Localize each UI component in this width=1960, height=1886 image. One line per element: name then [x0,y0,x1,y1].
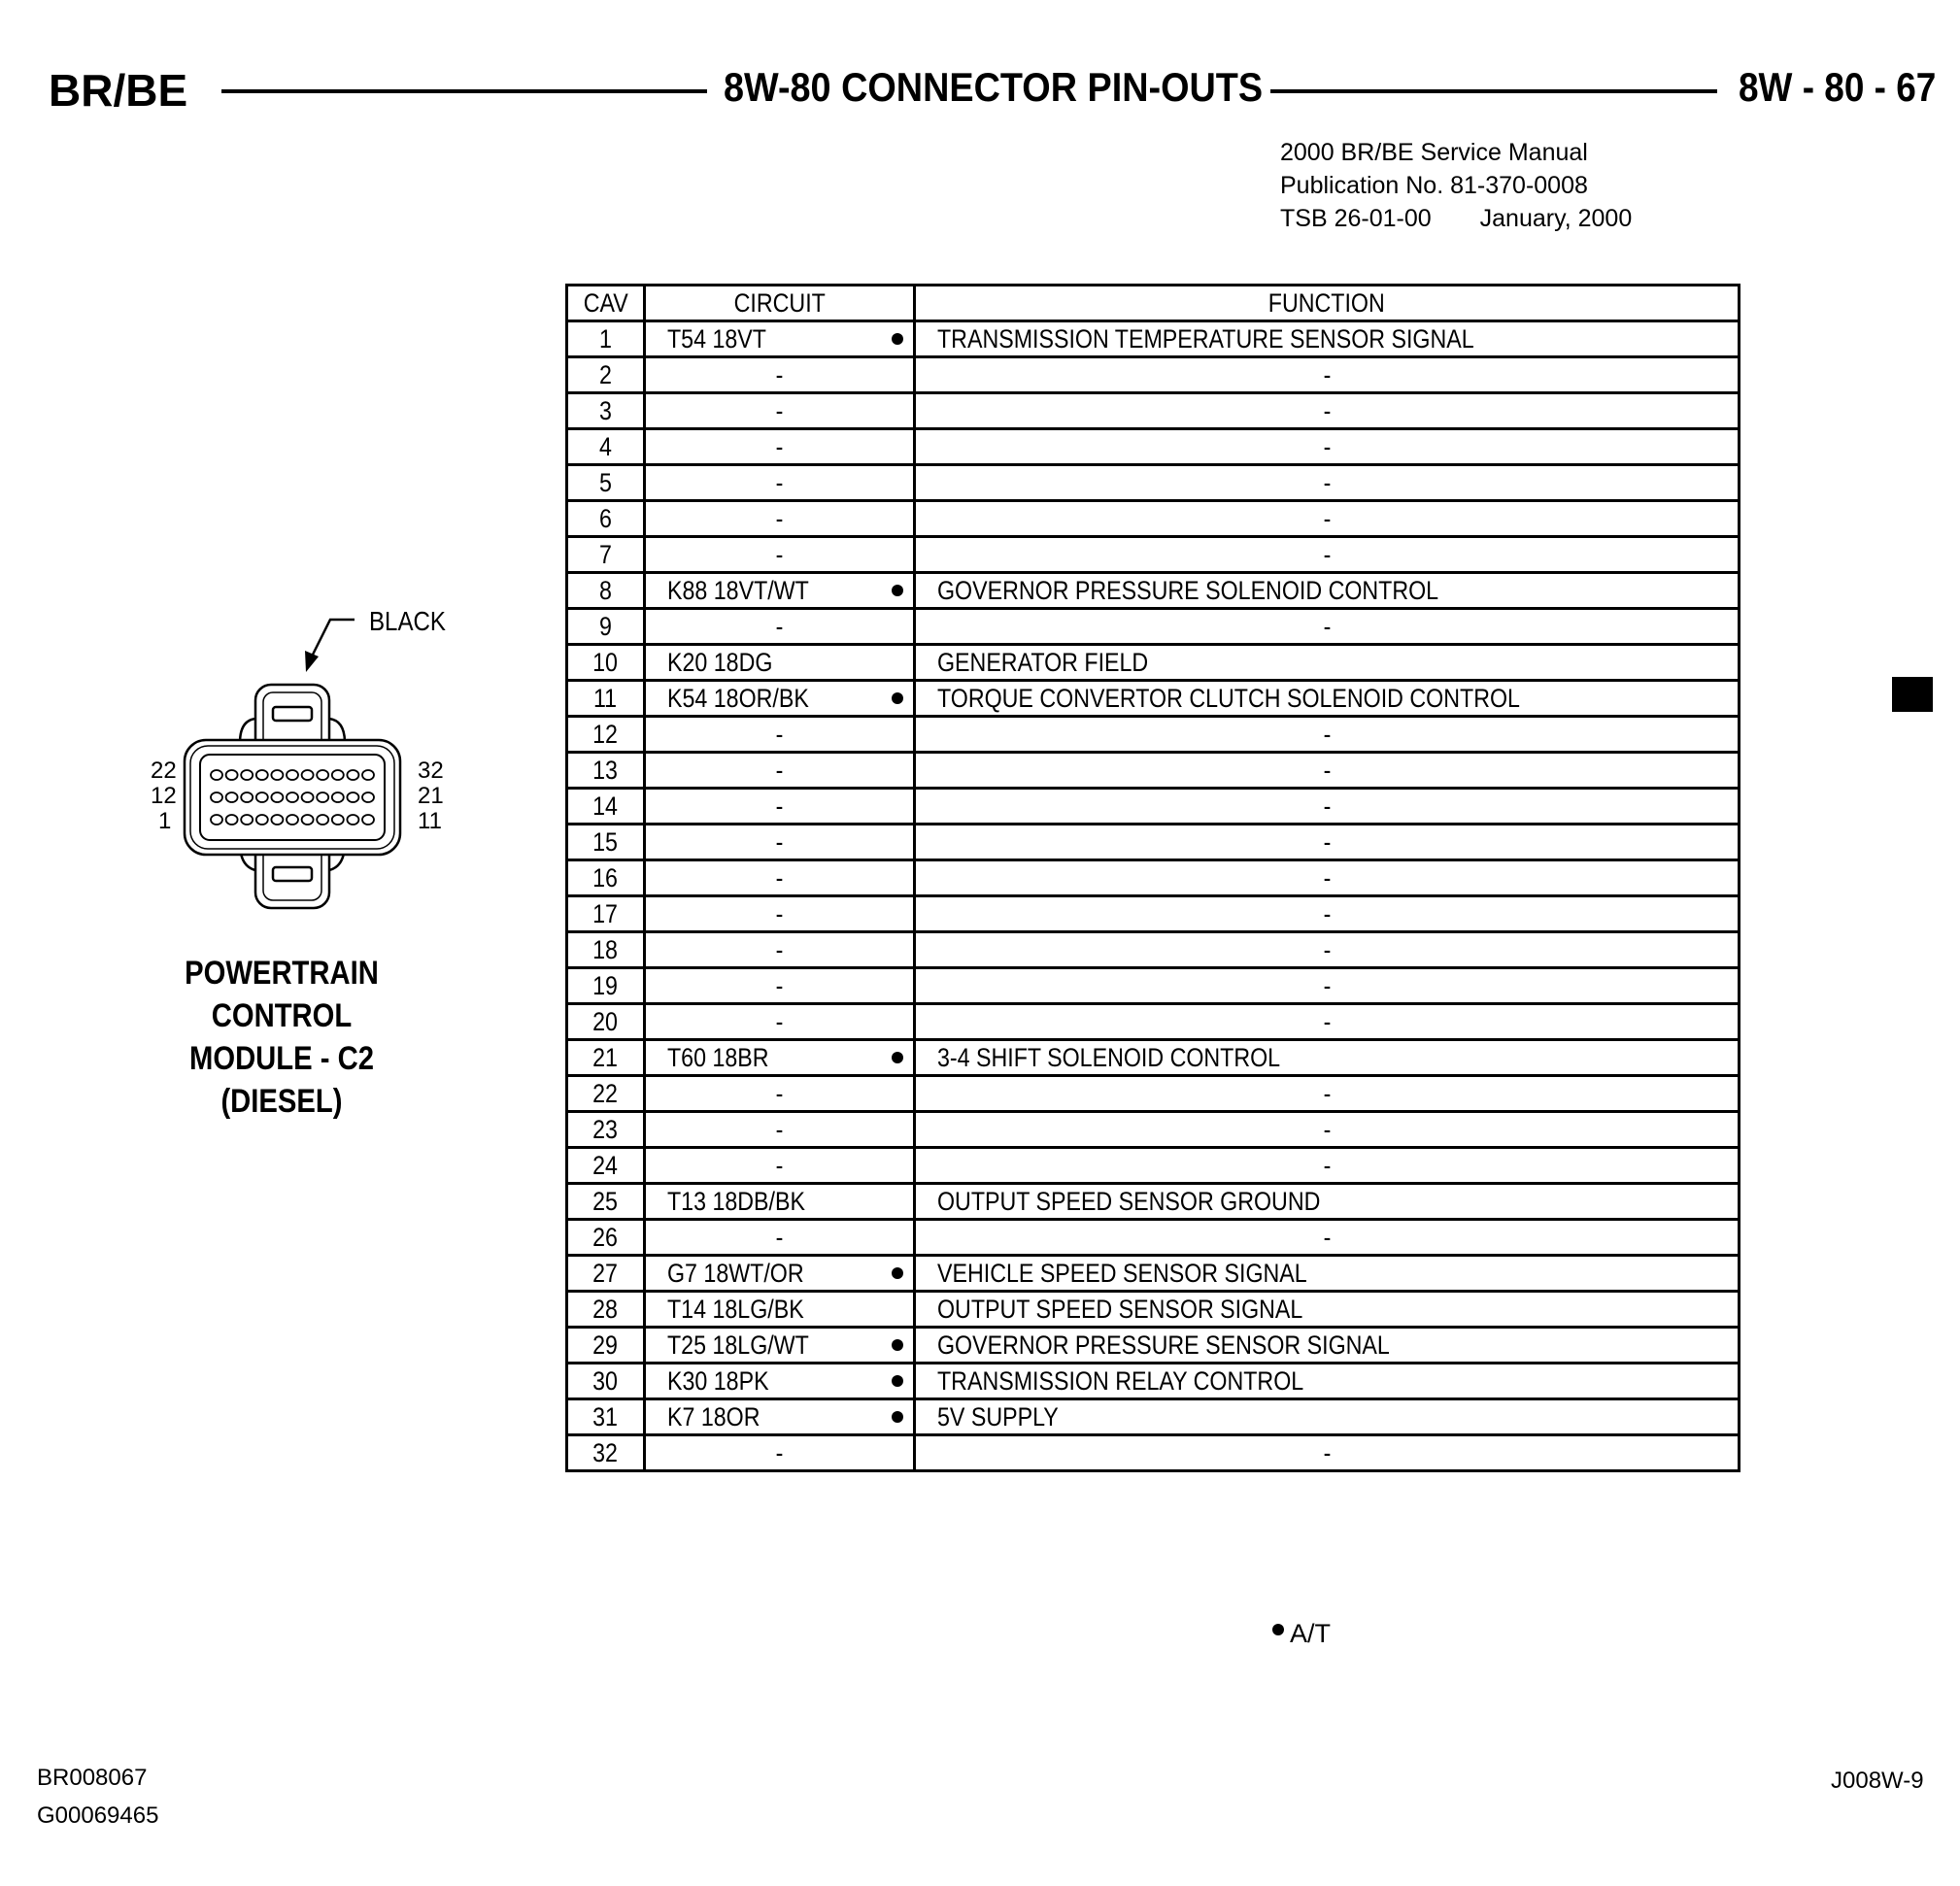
cell-function: - [915,932,1740,968]
cell-circuit: - [645,753,915,789]
table-row [567,1112,1740,1148]
connector-body [185,740,400,855]
table-row [567,1220,1740,1256]
cell-circuit: - [645,609,915,645]
cell-circuit: - [645,393,915,429]
header-function: FUNCTION [915,286,1740,321]
cell-function: - [915,1004,1740,1040]
table-row [567,1256,1740,1292]
cell-cav: 9 [567,609,645,645]
cell-cav: 27 [567,1256,645,1292]
cell-function: - [915,393,1740,429]
at-bullet-icon [892,333,903,345]
at-bullet-icon [892,1375,903,1387]
at-bullet-icon [892,1339,903,1351]
pin-label-21: 21 [418,783,444,809]
footer-code-2: G00069465 [37,1802,159,1829]
cell-function: TRANSMISSION TEMPERATURE SENSOR SIGNAL [915,321,1740,357]
table-row [567,825,1740,860]
cell-circuit: - [645,1148,915,1184]
cell-function: 3-4 SHIFT SOLENOID CONTROL [915,1040,1740,1076]
cell-circuit: T14 18LG/BK [645,1292,915,1328]
legend [1272,1619,1331,1649]
cell-function: - [915,825,1740,860]
connector-title-line-1: POWERTRAIN CONTROL [185,955,379,1034]
pinout-table [565,284,1740,1472]
footer-ref: J008W-9 [1831,1768,1924,1794]
table-row [567,681,1740,717]
cell-function: - [915,357,1740,393]
table-row [567,896,1740,932]
page-title: 8W-80 CONNECTOR PIN-OUTS [724,64,1264,110]
legend-label: A/T [1290,1619,1332,1648]
pin-label-1: 1 [158,808,172,834]
cell-function: GOVERNOR PRESSURE SOLENOID CONTROL [915,573,1740,609]
section-tab-marker [1892,677,1933,712]
table-row [567,573,1740,609]
cell-cav: 28 [567,1292,645,1328]
table-row [567,1399,1740,1435]
header-cav: CAV [567,286,645,321]
pin-label-32: 32 [418,758,444,784]
table-header-row [567,286,1740,321]
table-body [567,321,1740,1471]
table-row [567,393,1740,429]
cell-cav: 25 [567,1184,645,1220]
tsb-number: TSB 26-01-00 [1280,205,1432,232]
cell-function: - [915,1220,1740,1256]
tsb-line [1280,202,1632,235]
connector-title [87,952,476,1123]
table-row [567,860,1740,896]
table-row [567,1435,1740,1471]
cell-function: - [915,501,1740,537]
table-row [567,321,1740,357]
cell-cav: 23 [567,1112,645,1148]
table-row [567,1292,1740,1328]
table-row [567,645,1740,681]
cell-cav: 26 [567,1220,645,1256]
cell-circuit: K54 18OR/BK [645,681,915,717]
cell-circuit: - [645,1112,915,1148]
cell-circuit: - [645,1004,915,1040]
at-bullet-icon [892,1052,903,1063]
cell-function: GENERATOR FIELD [915,645,1740,681]
cell-cav: 8 [567,573,645,609]
cell-function: - [915,968,1740,1004]
header-model: BR/BE [49,65,188,116]
manual-name: 2000 BR/BE Service Manual [1280,139,1588,166]
table-row [567,609,1740,645]
cell-function: - [915,860,1740,896]
cell-circuit: T25 18LG/WT [645,1328,915,1364]
cell-cav: 15 [567,825,645,860]
cell-cav: 5 [567,465,645,501]
cell-function: TORQUE CONVERTOR CLUTCH SOLENOID CONTROL [915,681,1740,717]
cell-cav: 11 [567,681,645,717]
cell-cav: 12 [567,717,645,753]
cell-function: 5V SUPPLY [915,1399,1740,1435]
page-number: 8W - 80 - 67 [1739,64,1937,110]
at-bullet-icon [892,1411,903,1423]
table-row [567,1004,1740,1040]
table-row [567,753,1740,789]
pin-label-22: 22 [151,758,177,784]
table-row [567,1040,1740,1076]
table-row [567,537,1740,573]
table-row [567,1076,1740,1112]
table-row [567,1148,1740,1184]
table-row [567,1364,1740,1399]
cell-cav: 31 [567,1399,645,1435]
publication-date: January, 2000 [1479,205,1633,232]
cell-function: - [915,896,1740,932]
cell-function: OUTPUT SPEED SENSOR SIGNAL [915,1292,1740,1328]
connector-arrow-head [305,651,319,672]
cell-cav: 14 [567,789,645,825]
cell-cav: 2 [567,357,645,393]
cell-function: - [915,609,1740,645]
cell-cav: 17 [567,896,645,932]
top-latch-slot [273,707,312,721]
cell-function: - [915,537,1740,573]
table-row [567,968,1740,1004]
cell-cav: 19 [567,968,645,1004]
cell-circuit: - [645,860,915,896]
cell-circuit: - [645,429,915,465]
cell-circuit: T60 18BR [645,1040,915,1076]
cell-cav: 4 [567,429,645,465]
cell-circuit: K20 18DG [645,645,915,681]
cell-cav: 3 [567,393,645,429]
cell-cav: 29 [567,1328,645,1364]
cell-circuit: - [645,501,915,537]
cell-cav: 20 [567,1004,645,1040]
header-rule-left [221,89,707,93]
cell-function: GOVERNOR PRESSURE SENSOR SIGNAL [915,1328,1740,1364]
cell-function: - [915,1112,1740,1148]
publication-info [1280,136,1632,235]
cell-function: TRANSMISSION RELAY CONTROL [915,1364,1740,1399]
cell-circuit: K30 18PK [645,1364,915,1399]
cell-circuit: - [645,717,915,753]
connector-arrow-line [311,620,355,658]
cell-function: - [915,789,1740,825]
cell-circuit: K88 18VT/WT [645,573,915,609]
table-row [567,1328,1740,1364]
at-bullet-icon [892,1267,903,1279]
cell-cav: 6 [567,501,645,537]
cell-function: - [915,1435,1740,1471]
table-row [567,465,1740,501]
cell-circuit: - [645,1435,915,1471]
cell-cav: 18 [567,932,645,968]
header-circuit: CIRCUIT [645,286,915,321]
legend-bullet-icon [1272,1624,1284,1635]
table-row [567,932,1740,968]
pin-label-11: 11 [418,808,442,834]
cell-circuit: - [645,968,915,1004]
cell-circuit: - [645,537,915,573]
cell-cav: 7 [567,537,645,573]
cell-function: - [915,1076,1740,1112]
bottom-latch-slot [273,867,312,881]
table-row [567,789,1740,825]
cell-function: VEHICLE SPEED SENSOR SIGNAL [915,1256,1740,1292]
connector-title-line-3: (DIESEL) [220,1083,343,1120]
cell-circuit: T13 18DB/BK [645,1184,915,1220]
cell-circuit: - [645,789,915,825]
cell-function: - [915,429,1740,465]
footer-code-1: BR008067 [37,1765,148,1791]
table-row [567,357,1740,393]
table-row [567,501,1740,537]
cell-circuit: K7 18OR [645,1399,915,1435]
cell-function: - [915,717,1740,753]
connector-color-label: BLACK [369,606,446,636]
publication-number: Publication No. 81-370-0008 [1280,172,1588,199]
cell-circuit: - [645,1220,915,1256]
cell-function: - [915,1148,1740,1184]
cell-cav: 22 [567,1076,645,1112]
table-row [567,1184,1740,1220]
cell-function: - [915,465,1740,501]
connector-title-line-2: MODULE - C2 [188,1040,375,1077]
cell-cav: 32 [567,1435,645,1471]
cell-circuit: - [645,932,915,968]
cell-circuit: - [645,357,915,393]
cell-circuit: - [645,465,915,501]
at-bullet-icon [892,692,903,704]
table-row [567,717,1740,753]
cell-cav: 16 [567,860,645,896]
table-row [567,429,1740,465]
at-bullet-icon [892,585,903,596]
cell-cav: 1 [567,321,645,357]
cell-function: - [915,753,1740,789]
cell-cav: 13 [567,753,645,789]
cell-cav: 24 [567,1148,645,1184]
pin-label-12: 12 [151,783,177,809]
cell-function: OUTPUT SPEED SENSOR GROUND [915,1184,1740,1220]
cell-circuit: T54 18VT [645,321,915,357]
header-rule-right [1270,89,1717,93]
cell-cav: 10 [567,645,645,681]
cell-cav: 21 [567,1040,645,1076]
cell-circuit: - [645,896,915,932]
cell-cav: 30 [567,1364,645,1399]
cell-circuit: G7 18WT/OR [645,1256,915,1292]
cell-circuit: - [645,1076,915,1112]
cell-circuit: - [645,825,915,860]
